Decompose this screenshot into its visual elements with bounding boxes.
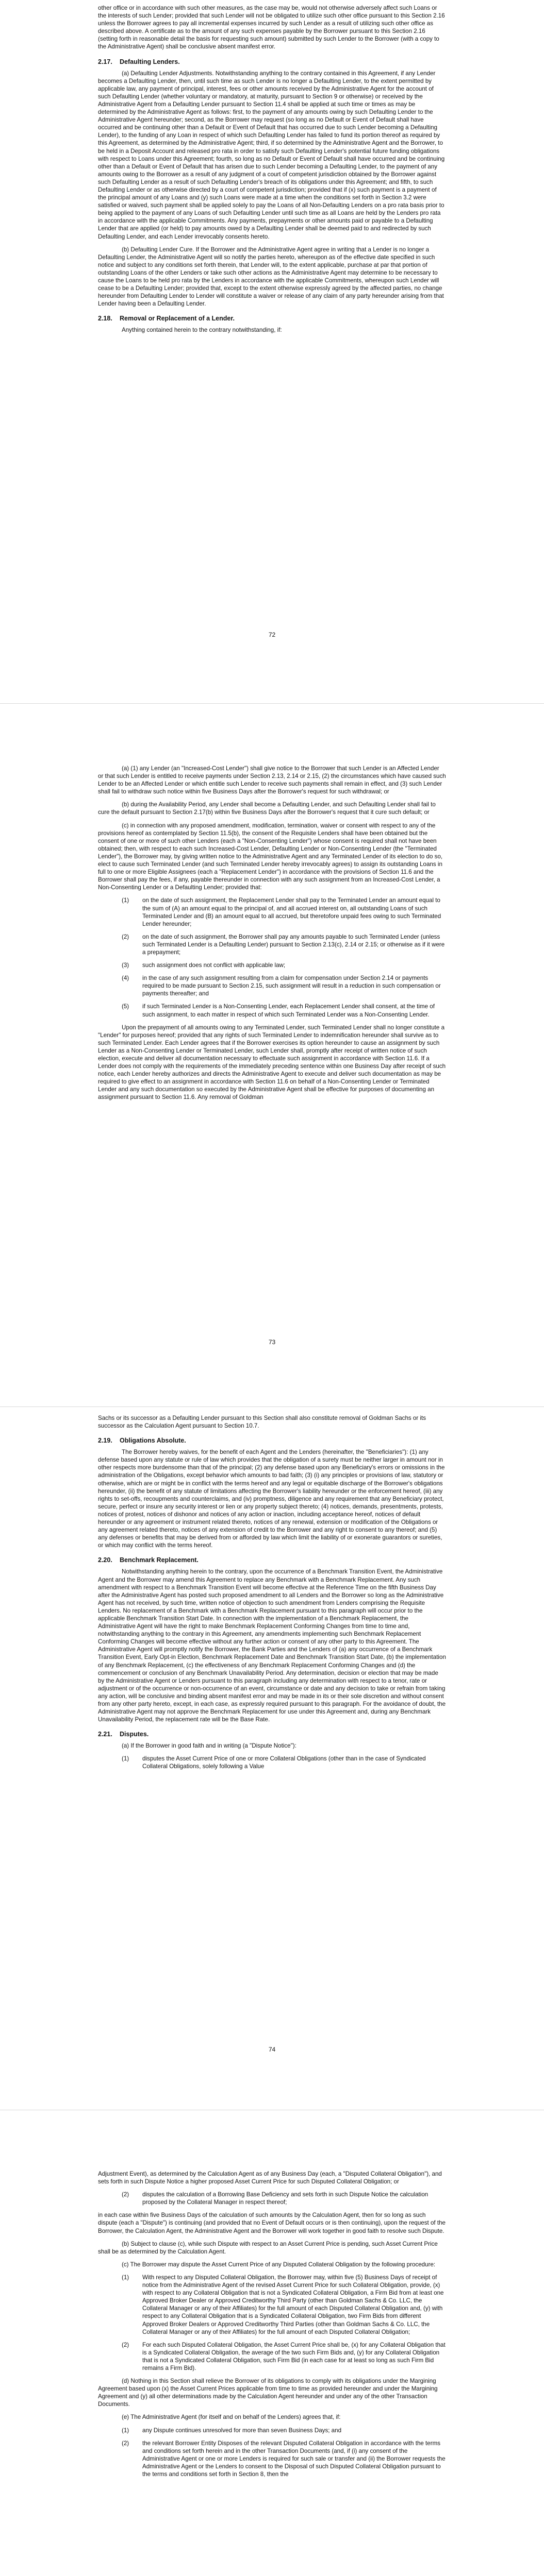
- paragraph: Notwithstanding anything herein to the contrary, upon the occurrence of a Benchmark Transition Event, the Administrative Agent and the Borrower may amend this Agreement to replace any Benchmark with a Benchmark Replacement. Any such amendment with respect to a Benchmark Transition Event will become effective at the Reference Time on the fifth Business Day after the Administrative Agent has posted such proposed amendment to all Lenders and the Borrower so long as the Administrative Agent has not received, by such time, written notice of objection to such amendment from Lenders comprising the Requisite Lenders. No replacement of a Benchmark with a Benchmark Replacement pursuant to this paragraph will occur prior to the applicable Benchmark Transition Start Date. In connection with the implementation of a Benchmark Replacement, the Administrative Agent will have the right to make Benchmark Replacement Conforming Changes from time to time and, notwithstanding anything to the contrary in this Agreement, any amendments implementing such Benchmark Replacement Conforming Changes will become effective without any further action or consent of any other party to this Agreement. The Administrative Agent will promptly notify the Borrower, the Bank Parties and the Lenders of (a) any occurrence of a Benchmark Transition Event, Early Opt-in Election, Benchmark Replacement Date and Benchmark Transition Start Date, (b) the implementation of any Benchmark Replacement, (c) the effectiveness of any Benchmark Replacement Conforming Changes and (d) the commencement or conclusion of any Benchmark Unavailability Period. Any determination, decision or election that may be made by the Administrative Agent or Lenders pursuant to this paragraph including any determination with respect to a tenor, rate or adjustment or of the occurrence or non-occurrence of an event, circumstance or date and any decision to take or refrain from taking any action, will be conclusive and binding absent manifest error and may be made in its or their sole discretion and without consent from any other party hereto, except, in each case, as expressly required pursuant to this paragraph. For the avoidance of doubt, the Administrative Agent may not approve the Benchmark Replacement for use under this Agreement and, during any Benchmark Unavailability Period, the replacement rate will be the Base Rate.: [98, 1568, 446, 1723]
- sub-clause: [98, 1755, 446, 1770]
- clause-label: (2): [122, 933, 129, 940]
- paragraph: (b) Defaulting Lender Cure. If the Borrower and the Administrative Agent agree in writing that a Lender is no longer a Defaulting Lender, the Administrative Agent will so notify the parties hereto, whereupon as of the effective date specified in such notice and subject to any conditions set forth therein, that Lender will, to the extent applicable, purchase at par that portion of outstanding Loans of the other Lenders or take such other actions as the Administrative Agent may determine to be necessary to cause the Loans to be held pro rata by the Lenders in accordance with the applicable Commitments, whereupon such Lender will cease to be a Defaulting Lender; provided that, except to the extent otherwise expressly agreed by the affected parties, no change hereunder from Defaulting Lender to Lender will constitute a waiver or release of any claim of any party hereunder arising from that Lender having been a Defaulting Lender.: [98, 246, 444, 308]
- section-number: 2.19.: [98, 1437, 112, 1445]
- page-body: [98, 704, 446, 1101]
- clause-text: such assignment does not conflict with applicable law;: [142, 962, 286, 969]
- clause-text: disputes the Asset Current Price of one or more Collateral Obligations (other than in the case of Syndicated Collateral Obligations, solely following a Value: [142, 1755, 426, 1770]
- page-number: 73: [268, 1338, 276, 1346]
- clause-text: if such Terminated Lender is a Non-Consenting Lender, each Replacement Lender shall consent, at the time of such assignment, to each matter in respect of which such Terminated Lender was a Non-Consenting Lender.: [142, 1003, 435, 1018]
- sub-clause: [98, 896, 446, 927]
- paragraph: Sachs or its successor as a Defaulting Lender pursuant to this Section shall also constitute removal of Goldman Sachs or its successor as the Calculation Agent pursuant to Section 10.7.: [98, 1415, 426, 1430]
- document-page-2: [0, 703, 544, 1406]
- paragraph: (b) during the Availability Period, any Lender shall become a Defaulting Lender, and such Defaulting Lender shall fail to cure the default pursuant to Section 2.17(b) within five Business Days after the Borrower's request that it cure such default; or: [98, 801, 436, 816]
- paragraph: (c) in connection with any proposed amendment, modification, termination, waiver or consent with respect to any of the provisions hereof as contemplated by Section 11.5(b), the consent of the Requisite Lenders shall have been obtained but the consent of one or more of such other Lenders (each a "Non-Consenting Lender") whose consent is required shall not have been obtained; then, with respect to each such Increased-Cost Lender, Defaulting Lender or Non-Consenting Lender (the "Terminated Lender"), the Borrower may, by giving written notice to the Administrative Agent and any Terminated Lender of its election to do so, elect to cause such Terminated Lender (and such Terminated Lender hereby irrevocably agrees) to assign its outstanding Loans in full to one or more Eligible Assignees (each a "Replacement Lender") in accordance with the provisions of Section 11.6 and the Borrower shall pay the fees, if any, payable thereunder in connection with any such assignment from an Increased-Cost Lender, a Non-Consenting Lender or a Defaulting Lender; provided that:: [98, 822, 443, 891]
- page-number: 72: [268, 631, 276, 638]
- clause-label: (1): [122, 897, 129, 904]
- sub-clause: [98, 933, 446, 956]
- paragraph: Upon the prepayment of all amounts owing to any Terminated Lender, such Terminated Lender shall no longer constitute a "Lender" for purposes hereof; provided that any rights of such Terminated Lender to indemnification hereunder shall survive as to such Terminated Lender. Each Lender agrees that if the Borrower exercises its option hereunder to cause an assignment by such Lender as a Non-Consenting Lender or Terminated Lender, such Lender shall, promptly after receipt of written notice of such election, execute and deliver all documentation necessary to effectuate such assignment in accordance with Section 11.6. If a Lender does not comply with the requirements of the immediately preceding sentence within one Business Day after receipt of such notice, each Lender hereby authorizes and directs the Administrative Agent to execute and deliver such documentation as may be required to give effect to an assignment in accordance with Section 11.6 on behalf of a Non-Consenting Lender or Terminated Lender and any such documentation so executed by the Administrative Agent shall be effective for purposes of documenting an assignment pursuant to Section 11.6. Any removal of Goldman: [98, 1024, 446, 1101]
- section-title: Defaulting Lenders.: [120, 58, 180, 65]
- clause-text: With respect to any Disputed Collateral Obligation, the Borrower may, within five (5) Business Days of receipt of notice from the Administrative Agent of the revised Asset Current Price for such Collateral Obligation, provide, (x) with respect to any Collateral Obligation that is not a Syndicated Collateral Obligation, a Firm Bid from at least one Approved Broker Dealer or Approved Creditworthy Third Party (other than Goldman Sachs & Co. LLC, the Collateral Manager or any of their Affiliates) for the full amount of each Disputed Collateral Obligation and, (y) with respect to any Collateral Obligation that is a Syndicated Collateral Obligation, two Firm Bids from different Approved Broker Dealers or Approved Creditworthy Third Parties (other than Goldman Sachs & Co. LLC, the Collateral Manager or any of their Affiliates) for the full amount of each Disputed Collateral Obligation;: [142, 2274, 444, 2335]
- section-title: Obligations Absolute.: [120, 1437, 186, 1445]
- sub-clause: [98, 2427, 446, 2434]
- clause-text: on the date of such assignment, the Replacement Lender shall pay to the Terminated Lender an amount equal to the sum of (A) an amount equal to the principal of, and all accrued interest on, all outstanding Loans of such Terminated Lender and (B) an amount equal to all accrued, but theretofore unpaid fees owing to such Terminated Lender hereunder;: [142, 897, 441, 927]
- section-heading: [98, 1437, 446, 1444]
- section-title: Benchmark Replacement.: [120, 1556, 199, 1564]
- paragraph: Adjustment Event), as determined by the Calculation Agent as of any Business Day (each, a "Disputed Collateral Obligation"), and sets forth in such Dispute Notice a higher proposed Asset Current Price for such Disputed Collateral Obligation; or: [98, 2171, 442, 2185]
- paragraph: (a) (1) any Lender (an "Increased-Cost Lender") shall give notice to the Borrower that such Lender is an Affected Lender or that such Lender is entitled to receive payments under Section 2.13, 2.14 or 2.15, (2) the circumstances which have caused such Lender to be an Affected Lender or which entitle such Lender to receive such payments shall remain in effect, and (3) such Lender shall fail to withdraw such notice within five Business Days after the Borrower's request for such withdrawal; or: [98, 765, 446, 795]
- section-heading: [98, 315, 446, 322]
- paragraph: other office or in accordance with such other measures, as the case may be, would not otherwise adversely affect such Loans or the interests of such Lender; provided that such Lender will not be obligated to utilize such other office pursuant to this Section 2.16 unless the Borrower agrees to pay all incremental expenses incurred by such Lender as a result of utilizing such other office as described above. A certificate as to the amount of any such expenses payable by the Borrower pursuant to this Section 2.16 (setting forth in reasonable detail the basis for requesting such amount) submitted by such Lender to the Borrower (with a copy to the Administrative Agent) shall be conclusive absent manifest error.: [98, 5, 445, 50]
- clause-text: disputes the calculation of a Borrowing Base Deficiency and sets forth in such Dispute Notice the calculation proposed by the Collateral Manager in respect thereof;: [142, 2191, 428, 2206]
- sub-clause: [98, 2439, 446, 2478]
- clause-label: (1): [122, 2427, 129, 2434]
- paragraph: (d) Nothing in this Section shall relieve the Borrower of its obligations to comply with its obligations under the Margining Agreement based upon (x) the Asset Current Prices applicable from time to time as provided hereunder and under the Margining Agreement and (y) all other determinations made by the Calculation Agent hereunder and under any of the other Transaction Documents.: [98, 2378, 438, 2408]
- sub-clause: [98, 2191, 446, 2206]
- clause-text: in the case of any such assignment resulting from a claim for compensation under Section 2.14 or payments required to be made pursuant to Section 2.15, such assignment will result in a reduction in such compensation or payments thereafter; and: [142, 975, 441, 997]
- paragraph: The Borrower hereby waives, for the benefit of each Agent and the Lenders (hereinafter, the "Beneficiaries"): (1) any defense based upon any statute or rule of law which provides that the obligation of a surety must be neither larger in amount nor in other respects more burdensome than that of the principal; (2) any defense based upon any Beneficiary's errors or omissions in the administration of the Obligations, except behavior which amounts to bad faith; (3) (i) any principles or provisions of law, statutory or otherwise, which are or might be in conflict with the terms hereof and any legal or equitable discharge of the Borrower's obligations hereunder, (ii) the benefit of any statute of limitations affecting the Borrower's liability hereunder or the enforcement hereof, (iii) any rights to set-offs, recoupments and counterclaims, and (iv) promptness, diligence and any requirement that any Beneficiary protect, secure, perfect or insure any security interest or lien or any property subject thereto; (4) notices, demands, presentments, protests, notices of protest, notices of dishonor and notices of any action or inaction, including acceptance hereof, notices of default hereunder or any agreement or instrument related thereto, notices of any renewal, extension or modification of the Obligations or any agreement related thereto, notices of any extension of credit to the Borrower and any right to consent to any thereof; and (5) any defenses or benefits that may be derived from or afforded by law which limit the liability of or exonerate guarantors or sureties, or which may conflict with the terms hereof.: [98, 1449, 445, 1549]
- page-body: [98, 1407, 446, 1771]
- clause-label: (4): [122, 975, 129, 982]
- paragraph: in each case within five Business Days of the calculation of such amounts by the Calculation Agent, then for so long as such dispute (each a "Dispute") is continuing (and provided that no Event of Default occurs or is then continuing), upon the request of the Borrower, the Calculation Agent, the Administrative Agent and the Borrower will work together in good faith to resolve such Dispute.: [98, 2212, 446, 2234]
- paragraph: (a) If the Borrower in good faith and in writing (a "Dispute Notice"):: [122, 1742, 296, 1750]
- clause-text: the relevant Borrower Entity Disposes of the relevant Disputed Collateral Obligation in accordance with the terms and conditions set forth herein and in the other Transaction Documents (and, if (i) any consent of the Administrative Agent or one or more Lenders is required for such sale or transfer and (ii) the Borrower requests the Administrative Agent or the Lenders to consent to the Disposal of such Disputed Collateral Obligation pursuant to the terms and conditions set forth in Section 8, then the: [142, 2439, 446, 2478]
- paragraph: Anything contained herein to the contrary notwithstanding, if:: [122, 327, 282, 334]
- clause-label: (1): [122, 1755, 129, 1762]
- clause-text: on the date of such assignment, the Borrower shall pay any amounts payable to such Terminated Lender (unless such Terminated Lender is a Defaulting Lender) pursuant to Section 2.13(c), 2.14 or 2.15; or otherwise as if it were a prepayment;: [142, 933, 445, 956]
- paragraph: (a) Defaulting Lender Adjustments. Notwithstanding anything to the contrary contained in this Agreement, if any Lender becomes a Defaulting Lender, then, until such time as such Lender is no longer a Defaulting Lender, to the extent permitted by applicable law, any payment of principal, interest, fees or other amounts received by the Administrative Agent for the account of such Defaulting Lender (whether voluntary or mandatory, at maturity, pursuant to Section 9 or otherwise) or received by the Administrative Agent from a Defaulting Lender pursuant to Section 11.4 shall be applied at such time or times as may be determined by the Administrative Agent as follows: first, to the payment of any amounts owing by such Defaulting Lender to the Administrative Agent hereunder; second, as the Borrower may request (so long as no Default or Event of Default shall have occurred and be continuing other than a Default or Event of Default that has occurred due to such Lender becoming a Defaulting Lender), to the funding of any Loan in respect of which such Defaulting Lender has failed to fund its portion thereof as required by this Agreement, as determined by the Administrative Agent; third, if so determined by the Administrative Agent and the Borrower, to be held in a Deposit Account and released pro rata in order to satisfy such Defaulting Lender's potential future funding obligations with respect to Loans under this Agreement; fourth, so long as no Default or Event of Default shall have occurred and be continuing other than a Default or Event of Default that has arisen due to such Lender becoming a Defaulting Lender, to the payment of any amounts owing to the Borrower as a result of any judgment of a court of competent jurisdiction obtained by the Borrower against such Defaulting Lender as a result of such Defaulting Lender's breach of its obligations under this Agreement; and fifth, to such Defaulting Lender or as otherwise directed by a court of competent jurisdiction; provided that if (x) such payment is a payment of the principal amount of any Loans and (y) such Loans were made at a time when the conditions set forth in Section 3.2 were satisfied or waived, such payment shall be applied solely to pay the Loans of all Non-Defaulting Lenders on a pro rata basis prior to being applied to the payment of any Loans of such Defaulting Lender until such time as all Loans are held by the Lenders pro rata in accordance with the applicable Commitments. Any payments, prepayments or other amounts paid or payable to a Defaulting Lender that are applied (or held) to pay amounts owed by a Defaulting Lender shall be deemed paid to and redirected by such Defaulting Lender, and each Lender irrevocably consents hereto.: [98, 70, 445, 240]
- section-heading: [98, 1731, 446, 1738]
- clause-label: (2): [122, 2341, 129, 2348]
- section-heading: [98, 58, 446, 65]
- sub-clause: [98, 961, 446, 969]
- sub-clause: [98, 2274, 446, 2336]
- section-heading: [98, 1556, 446, 1564]
- clause-label: (1): [122, 2274, 129, 2281]
- paragraph: (c) The Borrower may dispute the Asset Current Price of any Disputed Collateral Obligation by the following procedure:: [122, 2261, 436, 2268]
- paragraph: (b) Subject to clause (c), while such Dispute with respect to an Asset Current Price is pending, such Asset Current Price shall be as determined by the Calculation Agent.: [98, 2240, 438, 2255]
- section-title: Disputes.: [120, 1731, 149, 1738]
- section-number: 2.20.: [98, 1556, 112, 1564]
- sub-clause: [98, 974, 446, 997]
- section-number: 2.17.: [98, 58, 112, 65]
- page-number: 74: [268, 2046, 276, 2053]
- clause-text: For each such Disputed Collateral Obligation, the Asset Current Price shall be, (x) for any Collateral Obligation that is a Syndicated Collateral Obligation, the average of the two such Firm Bids and, (y) for any Collateral Obligation that is not a Syndicated Collateral Obligation, such Firm Bid (in each case for at least so long as such Firm Bid remains a Firm Bid).: [142, 2341, 446, 2371]
- paragraph: (e) The Administrative Agent (for itself and on behalf of the Lenders) agrees that, if:: [122, 2414, 341, 2421]
- section-number: 2.18.: [98, 315, 112, 323]
- clause-label: (5): [122, 1003, 129, 1010]
- page-body: [98, 2110, 446, 2478]
- section-title: Removal or Replacement of a Lender.: [120, 315, 235, 323]
- clause-label: (2): [122, 2191, 129, 2198]
- clause-label: (2): [122, 2439, 129, 2447]
- page-body: [98, 0, 446, 334]
- document-page-4: [0, 2110, 544, 2576]
- clause-label: (3): [122, 962, 129, 969]
- document-page-1: [0, 0, 544, 703]
- sub-clause: [98, 2341, 446, 2372]
- clause-text: any Dispute continues unresolved for more than seven Business Days; and: [142, 2427, 342, 2434]
- document-page-3: [0, 1406, 544, 2110]
- section-number: 2.21.: [98, 1731, 112, 1738]
- sub-clause: [98, 1003, 446, 1018]
